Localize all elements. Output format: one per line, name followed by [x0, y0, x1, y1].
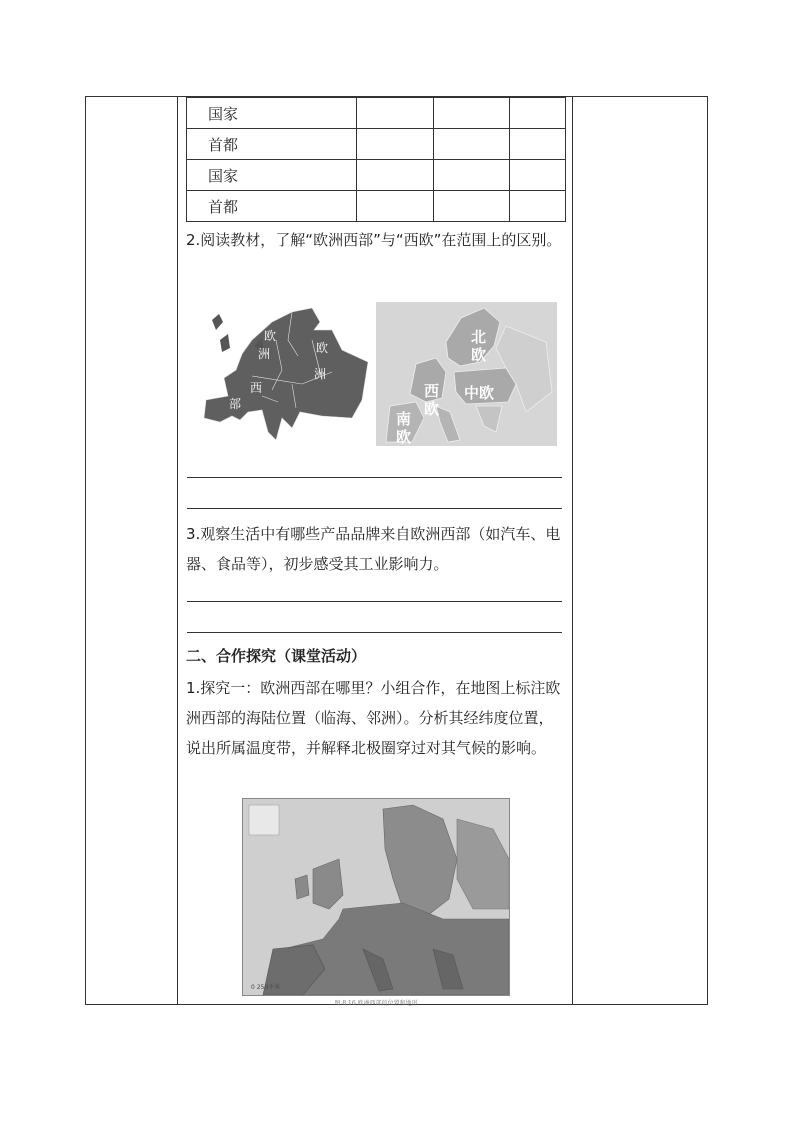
- blank-cell[interactable]: [434, 129, 510, 160]
- section-heading: 二、合作探究（课堂活动）: [186, 647, 367, 665]
- map2-label: 西: [424, 382, 440, 400]
- map1-label: 洲: [258, 347, 271, 361]
- map-scale-label: 0 250千米: [251, 984, 281, 991]
- map2-label: 欧: [471, 346, 487, 364]
- map1-label: 洲: [314, 367, 327, 381]
- answer-line[interactable]: [187, 632, 562, 633]
- row-label: 国家: [187, 160, 357, 191]
- table-row: [187, 129, 566, 160]
- blank-cell[interactable]: [510, 160, 566, 191]
- question-2-text: 2.阅读教材，了解“欧洲西部”与“西欧”在范围上的区别。: [186, 231, 562, 249]
- map-western-europe: [192, 300, 372, 448]
- answer-line[interactable]: [187, 477, 562, 478]
- blank-cell[interactable]: [357, 191, 434, 222]
- map2-label: 南: [396, 410, 412, 428]
- map-legend-box: [249, 805, 279, 835]
- map-europe-regions: [376, 302, 557, 446]
- country-capital-table: [186, 97, 566, 222]
- blank-cell[interactable]: [434, 98, 510, 129]
- table-row: [187, 98, 566, 129]
- map1-label: 部: [229, 397, 242, 411]
- table-row: [187, 160, 566, 191]
- answer-line[interactable]: [187, 601, 562, 602]
- blank-cell[interactable]: [510, 191, 566, 222]
- column-divider-right: [572, 96, 573, 1005]
- blank-cell[interactable]: [357, 160, 434, 191]
- answer-line[interactable]: [187, 508, 562, 509]
- blank-cell[interactable]: [434, 191, 510, 222]
- table-row: [187, 191, 566, 222]
- blank-cell[interactable]: [510, 129, 566, 160]
- row-label: 首都: [187, 191, 357, 222]
- column-divider-left: [177, 96, 178, 1005]
- map2-label: 欧: [396, 428, 412, 446]
- map2-label: 北: [471, 328, 487, 346]
- row-label: 国家: [187, 98, 357, 129]
- map2-label: 欧: [424, 400, 440, 418]
- row-label: 首都: [187, 129, 357, 160]
- map1-label: 欧: [264, 329, 277, 343]
- map2-label: 中欧: [464, 384, 495, 402]
- physical-map-image: [243, 799, 509, 995]
- europe-regions-image: [376, 302, 557, 446]
- blank-cell[interactable]: [357, 98, 434, 129]
- map1-label: 西: [250, 381, 263, 395]
- question-3-text: 3.观察生活中有哪些产品品牌来自欧洲西部（如汽车、电器、食品等），初步感受其工业影响力。: [186, 525, 561, 573]
- map-caption: 图 8.16 欧洲西部的位置和地形: [334, 1000, 418, 1007]
- blank-cell[interactable]: [357, 129, 434, 160]
- map-western-europe-physical: [242, 798, 510, 996]
- question-4-text: 1.探究一：欧洲西部在哪里？小组合作，在地图上标注欧洲西部的海陆位置（临海、邻洲）。分析其经纬度位置，说出所属温度带，并解释北极圈穿过对其气候的影响。: [186, 679, 561, 757]
- map1-label: 欧: [316, 341, 329, 355]
- blank-cell[interactable]: [510, 98, 566, 129]
- blank-cell[interactable]: [434, 160, 510, 191]
- europe-silhouette-image: [192, 300, 372, 448]
